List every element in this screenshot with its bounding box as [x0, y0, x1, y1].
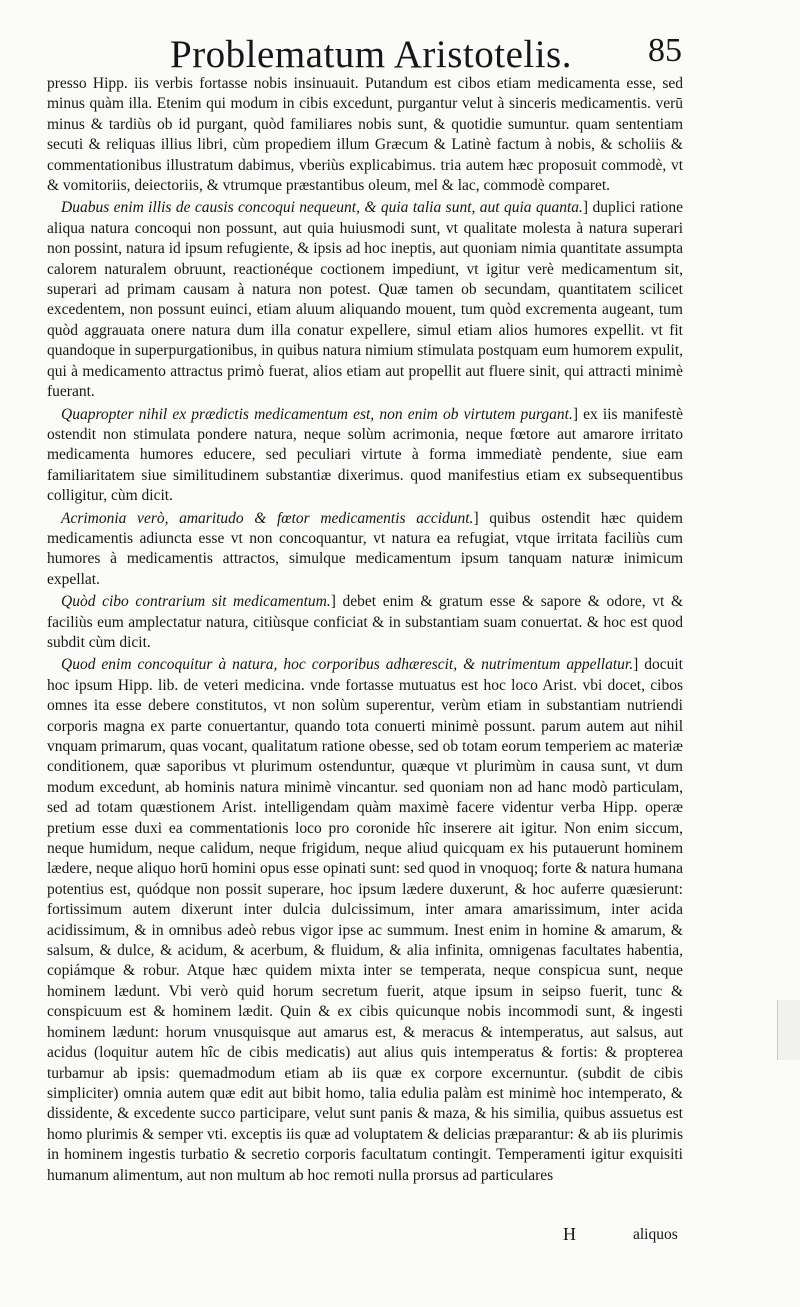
lemma: Quòd cibo contrarium sit medicamentum.	[61, 593, 331, 611]
page-number: 85	[648, 32, 682, 69]
running-head	[0, 26, 800, 76]
facing-page-edge	[777, 1000, 800, 1060]
signature-mark: H	[563, 1224, 576, 1244]
paragraph-text: debet enim & gratum esse & sapore & odore, vt & faciliùs eum amplectatur natura, citiùsque conficiat & in substantiam suam conuertat. & hoc est quod subdit cùm dicit.	[47, 593, 684, 651]
paragraph-text: docuit hoc ipsum Hipp. lib. de veteri medicina. vnde fortasse mutuatus est hoc loco Arist. vbi docet, cibos omnes ita esse debere constitutos, vt non solùm superentur, verùm etiam in substantiam nutriendi corporis magna ex parte conuertantur, quando tota conuerti minimè possunt. parum autem aut nihil vnquam primarum, quas vocant, qualitatum ratione obesse, sed ob totam eorum temperiem ac materiæ conditionem, quæ saporibus vt plurimum ostenduntur, quæque vt plurimùm in causa sunt, vt dum modum excedunt, ab hominis natura minimè vincantur. sed quoniam non ad hanc modò particulam, sed ad totam quæstionem Arist. intelligendam quàm maximè facere videntur verba Hipp. operæ pretium esse duxi ea commentationis loco pro coronide hîc inserere ait igitur. Non enim siccum, neque humidum, neque calidum, neque frigidum, neque aliud quicquam ex his putauerunt hominem lædere, neque aliquo horū homini opus esse opinati sunt: sed quod in vnoquoq; forte & natura humana potentius est, quódque non possit superare, hoc ipsum lædere duxerunt, & hoc auferre quæsierunt: fortissimum autem dixerunt inter dulcia dulcissimum, inter amara amarissimum, inter acida acidissimum, & in omnibus adeò rebus vigor ipse ac summum. Inest enim in homine & amarum, & salsum, & dulce, & acidum, & acerbum, & fluidum, & alia infinita, omnigenas facultates habentia, copiámque & robur. Atque hæc quidem mixta inter se temperata, neque conspicua sunt, neque hominem lædunt. Vbi verò quid horum secretum fuerit, atque ipsum in seipso fuerit, tunc & conspicuum est & hominem lædit. Quin & ex cibis quicunque nobis incommodi sunt, & ingesti hominem lædunt: horum vnusquisque aut amarus est, & meracus & intemperatus, aut salsus, aut acidus (loquitur autem hîc de cibis medicatis) aut alius quis intemperatus & fortis: & propterea turbamur ab ipsis: quemadmodum etiam ab iis quæ ex corpore excernuntur. (subdit de cibis simpliciter) omnia autem quæ edit aut bibit homo, talia edulia palàm est minimè hoc intemperato, & dissidente, & excedente succo participare, velut sunt panis & maza, & his similia, quibus assuetus est homo plurimis & semper vti. exceptis iis quæ ad voluptatem & delicias præparantur: & ab iis plurimis in hominem ingestis turbatio & secretio corporis facultatum contingit. Temperamenti igitur exquisiti humanum alimentum, aut non multum ab hoc remoti nulla prorsus ad particulares	[47, 656, 683, 1184]
running-title: Problematum Aristotelis.	[170, 33, 572, 76]
lemma: Duabus enim illis de causis concoqui nequeunt, & quia talia sunt, aut quia quanta.	[61, 199, 583, 217]
lemma: Acrimonia verò, amaritudo & fœtor medicamentis accidunt.	[61, 509, 474, 527]
paragraph-text: ex iis manifestè ostendit non stimulata pondere natura, neque solùm acrimonia, neque fœtore aut amarore irritato medicamenta humores educere, sed peculiari virtute à forma immediatè pendente, siue eam familiaritatem siue similitudinem substantiæ dixerimus. quod manifestius etiam ex subsequentibus colligitur, cùm dicit.	[47, 405, 683, 505]
paragraph: Quòd cibo contrarium sit medicamentum.] debet enim & gratum esse & sapore & odore, vt & faciliùs eum amplectatur natura, citiùsque conficiat & in substantiam suam conuertat. & hoc est quod subdit cùm dicit.	[47, 593, 684, 651]
paragraph: Duabus enim illis de causis concoqui nequeunt, & quia talia sunt, aut quia quanta.] duplici ratione aliqua natura concoqui non possunt, aut quia huiusmodi sunt, vt qualitate molesta à natura superari non possint, natura id ipsum refugiente, & ipsis ad hoc ineptis, aut quoniam nimia quantitate assumpta calorem naturalem obruunt, reactionéque coctionem impediunt, vt igitur verè medicamentum sit, superari ad primam causam à natura non potest. Quæ tamen ob secundam, quantitatem scilicet excedentem, non possunt euinci, etiam aluum aliquando mouent, tum quòd excrementa augeant, tum quòd aggrauata onere natura dum illa conatur expellere, simul etiam alios humores expellit. vt fit quandoque in superpurgationibus, in quibus natura nimium stimulata postquam eum humorem expulit, qui à medicamento attractus primò fuerat, alios etiam aut propellit aut fluere sinit, qui attracti minimè fuerant.	[47, 199, 683, 401]
paragraph-text: duplici ratione aliqua natura concoqui non possunt, aut quia huiusmodi sunt, vt qualitate molesta à natura superari non possint, natura id ipsum refugiente, & ipsis ad hoc ineptis, aut quoniam nimia quantitate assumpta calorem naturalem obruunt, reactionéque coctionem impediunt, vt igitur verè medicamentum sit, superari ad primam causam à natura non potest. Quæ tamen ob secundam, quantitatem scilicet excedentem, non possunt euinci, etiam aluum aliquando mouent, tum quòd excrementa augeant, tum quòd aggrauata onere natura dum illa conatur expellere, simul etiam alios humores expellit. vt fit quandoque in superpurgationibus, in quibus natura nimium stimulata postquam eum humorem expulit, qui à medicamento attractus primò fuerat, alios etiam aut propellit aut fluere sinit, qui attracti minimè fuerant.	[47, 199, 683, 401]
paragraph: Quod enim concoquitur à natura, hoc corporibus adhærescit, & nutrimentum appellatur.] docuit hoc ipsum Hipp. lib. de veteri medicina. vnde fortasse mutuatus est hoc loco Arist. vbi docet, cibos omnes ita esse debere constitutos, vt non solùm superentur, verùm etiam in substantiam nutriendi corporis magna ex parte conuertantur, quando tota conuerti minimè possunt. parum autem aut nihil vnquam primarum, quas vocant, qualitatum ratione obesse, sed ob totam eorum temperiem ac materiæ conditionem, quæ saporibus vt plurimum ostenduntur, quæque vt plurimùm in causa sunt, vt dum modum excedunt, ab hominis natura minimè vincantur. sed quoniam non ad hanc modò particulam, sed ad totam quæstionem Arist. intelligendam quàm maximè facere videntur verba Hipp. operæ pretium esse duxi ea commentationis loco pro coronide hîc inserere ait igitur. Non enim siccum, neque humidum, neque calidum, neque frigidum, neque aliud quicquam ex his putauerunt hominem lædere, neque aliquo horū homini opus esse opinati sunt: sed quod in vnoquoq; forte & natura humana potentius est, quódque non possit superare, hoc ipsum lædere duxerunt, & hoc auferre quæsierunt: fortissimum autem dixerunt inter dulcia dulcissimum, inter amara amarissimum, inter acida acidissimum, & in omnibus adeò rebus vigor ipse ac summum. Inest enim in homine & amarum, & salsum, & dulce, & acidum, & acerbum, & fluidum, & alia infinita, omnigenas facultates habentia, copiámque & robur. Atque hæc quidem mixta inter se temperata, neque conspicua sunt, neque hominem lædunt. Vbi verò quid horum secretum fuerit, atque ipsum in seipso fuerit, tunc & conspicuum est & hominem lædit. Quin & ex cibis quicunque nobis incommodi sunt, & ingesti hominem lædunt: horum vnusquisque aut amarus est, & meracus & intemperatus, aut salsus, aut acidus (loquitur autem hîc de cibis medicatis) aut alius quis intemperatus & fortis: & propterea turbamur ab ipsis: quemadmodum etiam ab iis quæ ex corpore excernuntur. (subdit de cibis simpliciter) omnia autem quæ edit aut bibit homo, talia edulia palàm est minimè hoc intemperato, & dissidente, & excedente succo participare, velut sunt panis & maza, & his similia, quibus assuetus est homo plurimis & semper vti. exceptis iis quæ ad voluptatem & delicias præparantur: & ab iis plurimis in hominem ingestis turbatio & secretio corporis facultatum contingit. Temperamenti igitur exquisiti humanum alimentum, aut non multum ab hoc remoti nulla prorsus ad particulares	[47, 656, 683, 1184]
paragraph-text: presso Hipp. iis verbis fortasse nobis insinuauit. Putandum est cibos etiam medicamenta esse, sed minus quàm illa. Etenim qui modum in cibis excedunt, purgantur velut à sinceris medicamentis. verū minus & tardiùs ob id purgant, quòd familiares nobis sunt, & quotidie sumuntur. quam sententiam secuti & reliquas illius libri, cùm propediem illum Græcum & Latinè factum à nobis, & scholiis & commentationibus illustratum dabimus, vberiùs explicabimus. tria autem hæc proposuit commodè, vt & vomitoriis, deiectoriis, & vtrumque præstantibus oleum, mel & lac, commodè comparet.	[47, 75, 683, 195]
paragraph	[47, 74, 683, 196]
paragraph: Acrimonia verò, amaritudo & fœtor medicamentis accidunt.] quibus ostendit hæc quidem medicamentis adiuncta esse vt non concoquantur, vt natura ea refugiat, vtque irritata faciliùs cum humores à medicamentis attractos, simulque medicamentum ipsum tanquam naturæ inimicum expellat.	[47, 509, 683, 588]
lemma: Quapropter nihil ex prædictis medicamentum est, non enim ob virtutem purgant.	[61, 405, 573, 423]
body-text	[47, 74, 683, 1188]
catchword: aliquos	[633, 1226, 678, 1243]
paragraph: Quapropter nihil ex prædictis medicamentum est, non enim ob virtutem purgant.] ex iis manifestè ostendit non stimulata pondere natura, neque solùm acrimonia, neque fœtore aut amarore irritato medicamenta humores educere, sed peculiari virtute à forma immediatè pendente, siue eam familiaritatem siue similitudinem substantiæ dixerimus. quod manifestius etiam ex subsequentibus colligitur, cùm dicit.	[47, 405, 683, 505]
lemma: Quod enim concoquitur à natura, hoc corporibus adhærescit, & nutrimentum appellatur.	[61, 656, 634, 674]
paragraph-text: quibus ostendit hæc quidem medicamentis adiuncta esse vt non concoquantur, vt natura ea refugiat, vtque irritata faciliùs cum humores à medicamentis attractos, simulque medicamentum ipsum tanquam naturæ inimicum expellat.	[47, 509, 683, 588]
